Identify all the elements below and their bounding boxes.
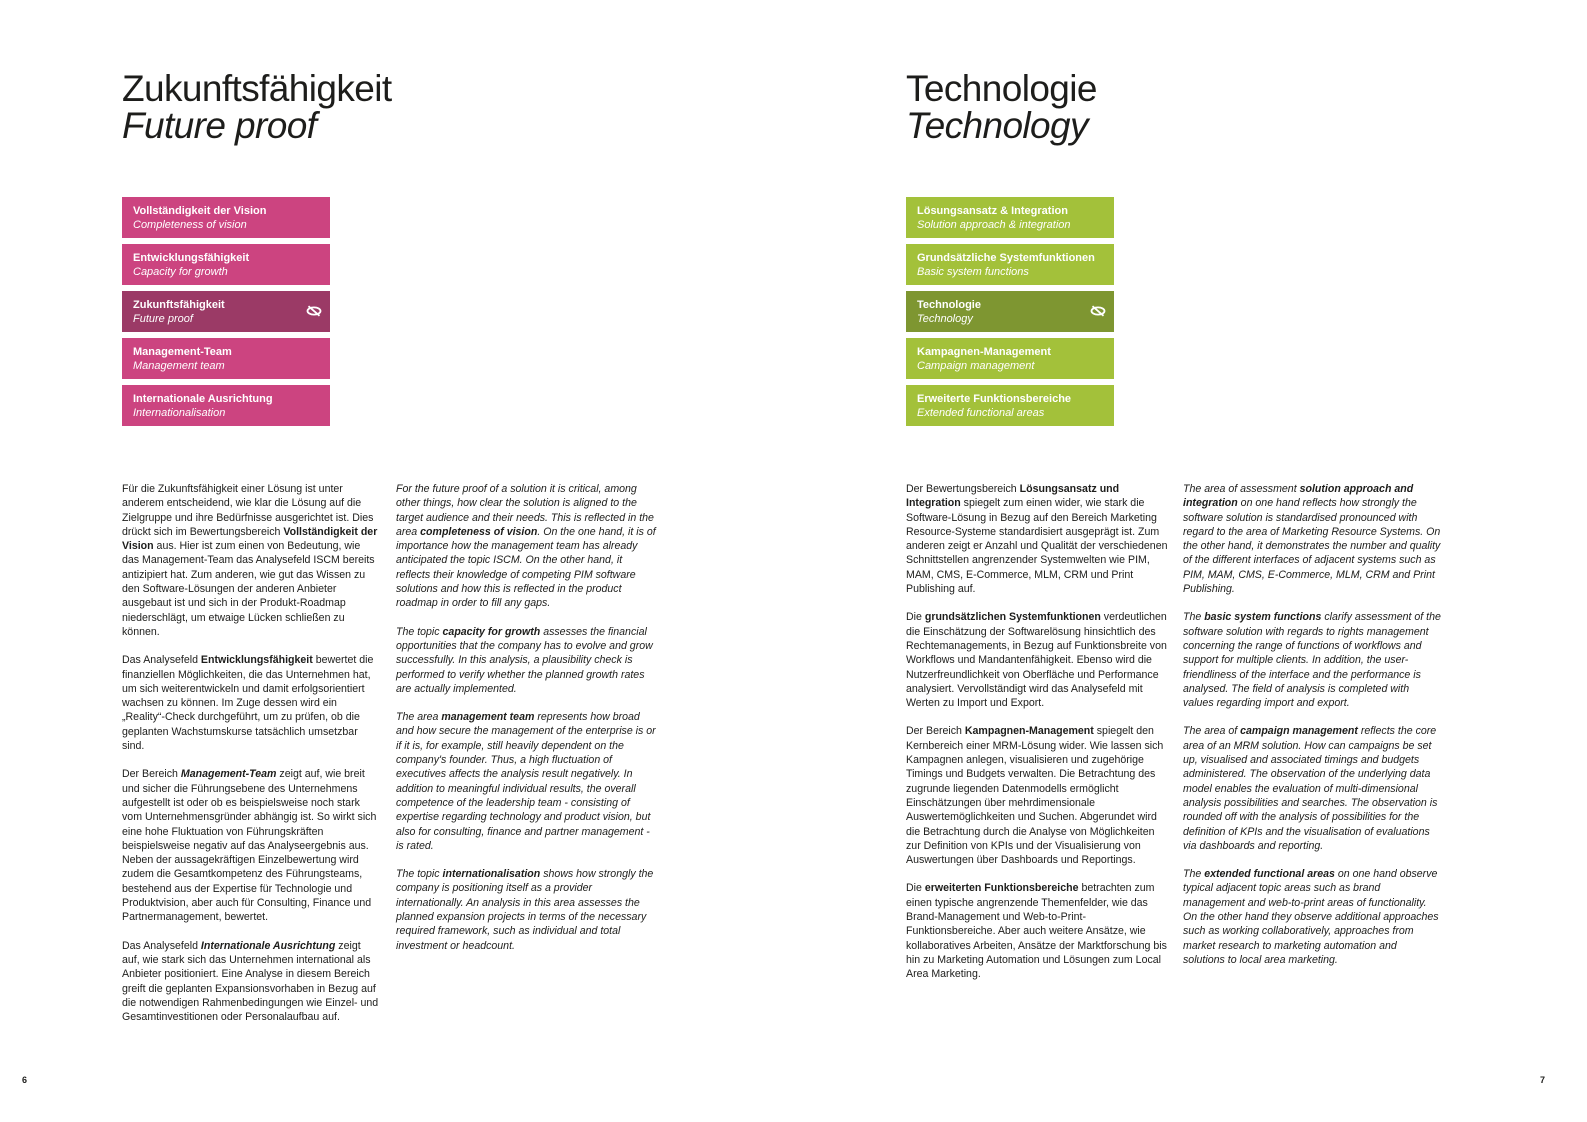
body-paragraph bbox=[122, 767, 380, 924]
emphasized-term: Internationale Ausrichtung bbox=[200, 939, 336, 952]
title-german: Technologie bbox=[906, 68, 1097, 109]
text-run: zeigt auf, wie stark sich das Unternehmen international als Anbieter positioniert. Eine Analyse in diesem Bereich greift die geplanten Expansionsvorhaben in Bezug auf die notwendigen Rahmenbedingungen wie Einzel- und Gesamtinvestitionen oder Personalaufbau auf. bbox=[122, 939, 379, 1024]
text-run: shows how strongly the company is positioning itself as a provider internationally. An analysis in this area assesses the planned expansion projects in terms of the necessary required framework, such as individual and total investment or headcount. bbox=[396, 868, 654, 952]
emphasized-term: internationalisation bbox=[442, 868, 541, 881]
text-run: spiegelt den Kernbereich einer MRM-Lösung wider. Wie lassen sich Kampagnen anlegen, visualisieren und zugehörige Timings und Budgets verwalten. Die Betrachtung des zugrunde liegenden Datenmodells ermöglicht Einschätzungen über mehrdimensionale Auswertemöglichkeiten und Suchen. Abgerundet wird die Betrachtung durch die Analyse von Möglichkeiten zur Definition von KPIs und der Visualisierung von Auswertungen über Dashboards und Reportings. bbox=[906, 725, 1164, 867]
page-title bbox=[906, 70, 1097, 144]
page-number: 7 bbox=[1540, 1075, 1546, 1085]
body-paragraph bbox=[1183, 482, 1441, 596]
menu-item-label-german: Erweiterte Funktionsbereiche bbox=[917, 393, 1072, 405]
emphasized-term: Lösungsansatz und Integration bbox=[906, 483, 1120, 510]
emphasized-term: grundsätzlichen Systemfunktionen bbox=[924, 611, 1101, 624]
emphasized-term: Entwicklungsfähigkeit bbox=[200, 654, 313, 667]
emphasized-term: basic system functions bbox=[1204, 611, 1322, 624]
menu-item-label-german: Entwicklungsfähigkeit bbox=[133, 252, 250, 264]
menu-item-future-proof[interactable] bbox=[122, 291, 330, 332]
menu-item-label-english: Solution approach & integration bbox=[917, 219, 1071, 231]
menu-item-label-german: Internationale Ausrichtung bbox=[133, 393, 273, 405]
text-run: zeigt auf, wie breit und sicher die Führungsebene des Unternehmens aufgestellt ist oder ob es beispielsweise noch stark vom Unternehmensgründer abhängig ist. So wirkt sich eine hohe Fluktuation von Führungskräften beispielsweise negativ auf das Analyseergebnis aus. Neben der aussagekräftigen Einzelbewertung wird zudem die Gesamtkompetenz des Führungsteams, bestehend aus der Expertise für Technologie und Produktvision, aber auch für Consulting, Finance und Partnermanagement, bewertet. bbox=[122, 768, 377, 924]
menu-item-label-english: Future proof bbox=[133, 313, 193, 325]
title-english: Future proof bbox=[122, 105, 317, 146]
menu-item-technology[interactable] bbox=[906, 291, 1114, 332]
emphasized-term: management team bbox=[441, 711, 535, 724]
text-run: Das Analysefeld bbox=[122, 654, 201, 667]
menu-item-label-english: Technology bbox=[917, 313, 973, 325]
body-paragraph bbox=[906, 724, 1168, 867]
text-run: verdeutlichen die Einschätzung der Softwarelösung hinsichtlich des Rechtemanagements, in Bezug auf Funktionsbreite von Workflows und Mandantenfähigkeit. Ebenso wird die Nutzerfreundlichkeit von Oberfläche und Performance analysiert. Vervollständigt wird das Analysefeld mit Werten zu Import und Export. bbox=[906, 611, 1167, 710]
page-number: 6 bbox=[22, 1075, 28, 1085]
text-run: Der Bereich bbox=[906, 725, 965, 738]
emphasized-term: capacity for growth bbox=[442, 625, 541, 638]
body-paragraph bbox=[396, 710, 656, 853]
menu-item-basic-system-functions[interactable] bbox=[906, 244, 1114, 285]
category-menu bbox=[906, 197, 1114, 432]
menu-item-solution-approach-integration[interactable] bbox=[906, 197, 1114, 238]
title-english: Technology bbox=[906, 105, 1088, 146]
text-run: bewertet die finanziellen Möglichkeiten, die das Unternehmen hat, um sich weiterentwickeln und damit erfolgsorientiert wachsen zu können. Im Zuge dessen wird ein „Reality“-Check durchgeführt, um zu prüfen, ob die geplanten Wachstumskurse tatsächlich umsetzbar sind. bbox=[122, 654, 374, 753]
menu-item-label-german: Vollständigkeit der Vision bbox=[133, 205, 267, 217]
body-paragraph bbox=[396, 625, 656, 696]
menu-item-label-english: Completeness of vision bbox=[133, 219, 247, 231]
english-text-column bbox=[396, 482, 656, 967]
text-run: The area of assessment bbox=[1183, 483, 1300, 495]
body-paragraph bbox=[396, 867, 656, 953]
text-run: Der Bereich bbox=[122, 768, 181, 781]
menu-item-completeness-of-vision[interactable] bbox=[122, 197, 330, 238]
text-run: spiegelt zum einen wider, wie stark die Software-Lösung in Bezug auf den Bereich Marketing Resource-Systeme standardisiert ausgeprägt ist. Zum anderen zeigt er Anzahl und Qualität der verschiedenen Schnittstellen angrenzender Systemwelten wie PIM, MAM, CMS, E-Commerce, MLM, CRM und Print Publishing auf. bbox=[906, 497, 1168, 596]
menu-item-label-german: Management-Team bbox=[133, 346, 232, 358]
body-paragraph bbox=[1183, 610, 1441, 710]
eye-off-icon bbox=[1090, 305, 1106, 317]
emphasized-term: campaign management bbox=[1240, 725, 1358, 738]
body-paragraph bbox=[906, 610, 1168, 710]
body-paragraph bbox=[122, 653, 380, 753]
text-run: The bbox=[1183, 611, 1205, 624]
text-run: clarify assessment of the software solution with regards to rights management concerning the range of functions of workflows and support for multiple clients. In addition, the user-friendliness of the interface and the performance is analysed. The field of analysis is completed with values regarding import and export. bbox=[1183, 611, 1441, 710]
eye-off-icon bbox=[306, 305, 322, 317]
menu-item-capacity-for-growth[interactable] bbox=[122, 244, 330, 285]
emphasized-term: solution approach and integration bbox=[1183, 483, 1414, 510]
text-run: The bbox=[1183, 868, 1205, 881]
menu-item-label-english: Basic system functions bbox=[917, 266, 1029, 278]
text-run: betrachten zum einen typische angrenzende Themenfelder, wie das Brand-Management und Web-to-Print-Funktionsbereiche. Aber auch weitere Ansätze, wie kollaboratives Arbeiten, Ansätze der Marktforschung bis hin zu Marketing Automation und Lösungen zum Local Area Marketing. bbox=[906, 882, 1167, 981]
text-run: Die bbox=[906, 611, 925, 624]
body-paragraph bbox=[906, 482, 1168, 596]
menu-item-campaign-management[interactable] bbox=[906, 338, 1114, 379]
text-run: The topic bbox=[396, 625, 443, 638]
german-text-column bbox=[122, 482, 380, 1038]
body-paragraph bbox=[906, 881, 1168, 981]
menu-item-label-german: Zukunftsfähigkeit bbox=[133, 299, 225, 311]
emphasized-term: erweiterten Funktionsbereiche bbox=[924, 882, 1079, 895]
text-run: Das Analysefeld bbox=[122, 939, 201, 952]
body-paragraph bbox=[122, 939, 380, 1025]
text-run: aus. Hier ist zum einen von Bedeutung, wie das Management-Team das Analysefeld ISCM bereits antizipiert hat. Zum anderen, wie gut das Wissen zu den Software-Lösungen der anderen Anbieter ausgebaut ist und sich in der Produkt-Roadmap niederschlägt, um etwaige Lücken schließen zu können. bbox=[122, 540, 375, 638]
german-text-column bbox=[906, 482, 1168, 996]
text-run: represents how broad and how secure the management of the enterprise is or if it is, for example, still heavily dependent on the company's founder. Thus, a high fluctuation of executives affects the analysis result negatively. In addition to meaningful individual results, the overall competence of the leadership team - consisting of expertise regarding technology and product vision, but also for consulting, finance and partner management - is rated. bbox=[396, 711, 656, 852]
menu-item-label-english: Internationalisation bbox=[133, 407, 226, 419]
menu-item-label-english: Management team bbox=[133, 360, 225, 372]
emphasized-term: completeness of vision bbox=[420, 525, 538, 538]
text-run: The area bbox=[396, 711, 442, 724]
page-title bbox=[122, 70, 392, 144]
menu-item-label-german: Technologie bbox=[917, 299, 981, 311]
text-run: The topic bbox=[396, 868, 443, 881]
emphasized-term: extended functional areas bbox=[1204, 868, 1335, 881]
menu-item-label-english: Capacity for growth bbox=[133, 266, 228, 278]
menu-item-label-english: Extended functional areas bbox=[917, 407, 1045, 419]
menu-item-label-german: Lösungsansatz & Integration bbox=[917, 205, 1068, 217]
text-run: Die bbox=[906, 882, 925, 895]
title-german: Zukunftsfähigkeit bbox=[122, 68, 392, 109]
left-page bbox=[0, 0, 793, 1122]
menu-item-management-team[interactable] bbox=[122, 338, 330, 379]
menu-item-label-english: Campaign management bbox=[917, 360, 1035, 372]
body-paragraph bbox=[1183, 867, 1441, 967]
emphasized-term: Vollständigkeit der Vision bbox=[122, 525, 378, 553]
text-run: reflects the core area of an MRM solution. How can campaigns be set up, visualised and associated timings and budgets administered. The observation of the underlying data model enables the evaluation of multi-dimensional analysis possibilities and searches. The observation is rounded off with the analysis of possibilities for the definition of KPIs and the visualisation of evaluations via dashboards and reporting. bbox=[1183, 725, 1438, 852]
text-run: assesses the financial opportunities that the company has to evolve and grow successfully. In this analysis, a plausibility check is performed to verify whether the planned growth rates are actually implemented. bbox=[396, 625, 653, 695]
body-paragraph bbox=[122, 482, 380, 639]
right-page bbox=[793, 0, 1586, 1122]
menu-item-label-german: Grundsätzliche Systemfunktionen bbox=[917, 252, 1095, 264]
text-run: The area of bbox=[1183, 725, 1241, 738]
text-run: on one hand reflects how strongly the software solution is standardised pronounced with regard to the area of Marketing Resource Systems. On the other hand, it demonstrates the number and quality of the different interfaces of adjacent systems such as PIM, MAM, CMS, E-Commerce, MLM, CRM and Print Publishing. bbox=[1183, 497, 1441, 596]
body-paragraph bbox=[1183, 724, 1441, 853]
text-run: . On the one hand, it is of importance how the management team has already anticipated the topic ISCM. On the other hand, it reflects their knowledge of competing PIM software solutions and how this is reflected in the product roadmap in order to fill any gaps. bbox=[396, 525, 656, 610]
body-paragraph bbox=[396, 482, 656, 611]
text-run: on one hand observe typical adjacent topic areas such as brand management and web-to-print areas of functionality. On the other hand they observe additional approaches such as working collaboratively, approaches from market research to marketing automation and solutions to local area marketing. bbox=[1183, 868, 1439, 966]
category-menu bbox=[122, 197, 330, 432]
english-text-column bbox=[1183, 482, 1441, 981]
text-run: Der Bewertungsbereich bbox=[906, 483, 1020, 495]
menu-item-extended-functional-areas[interactable] bbox=[906, 385, 1114, 426]
emphasized-term: Kampagnen-Management bbox=[964, 725, 1094, 738]
menu-item-label-german: Kampagnen-Management bbox=[917, 346, 1051, 358]
text-run: For the future proof of a solution it is critical, among other things, how clear the solution is aligned to the target audience and their needs. This is reflected in the area bbox=[396, 483, 654, 538]
emphasized-term: Management-Team bbox=[180, 768, 277, 781]
text-run: Für die Zukunftsfähigkeit einer Lösung ist unter anderem entscheidend, wie klar die Lösung auf die Zielgruppe und ihre Bedürfnisse ausgerichtet ist. Dies drückt sich im Bewertungsbereich bbox=[122, 483, 374, 538]
menu-item-internationalisation[interactable] bbox=[122, 385, 330, 426]
